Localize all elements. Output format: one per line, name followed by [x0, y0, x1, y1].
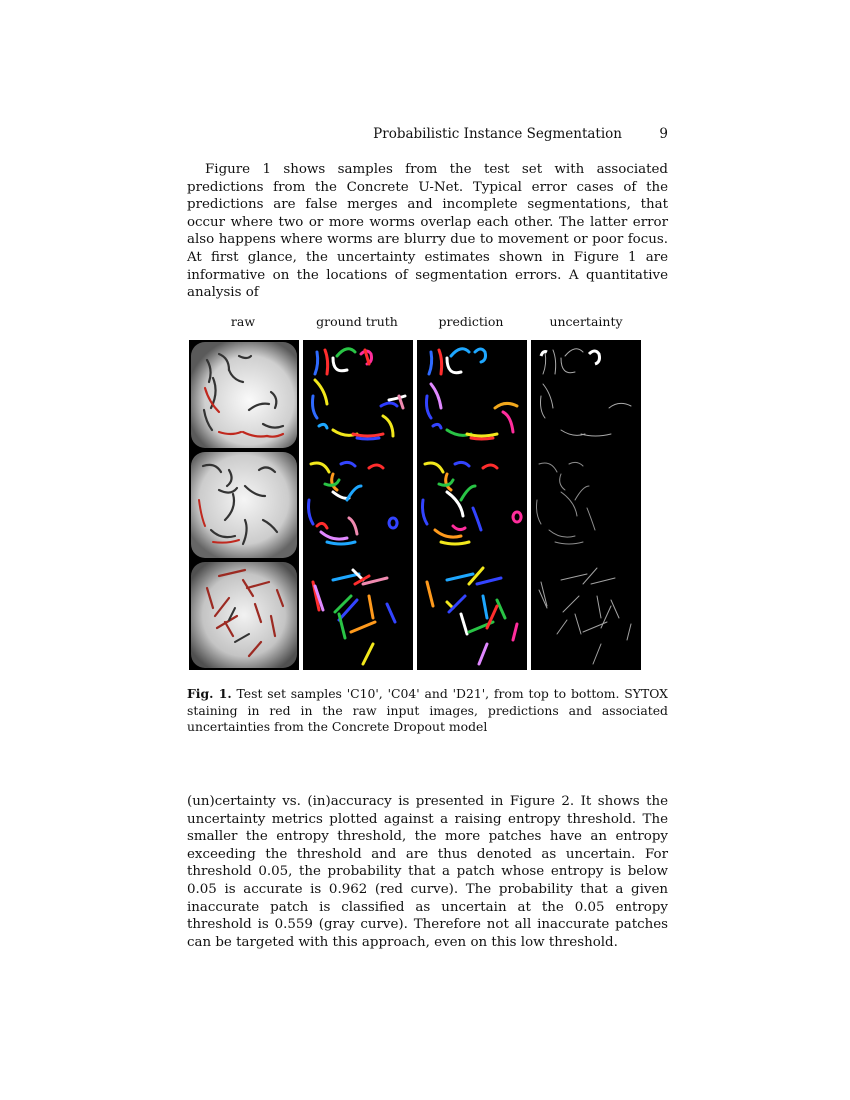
- column-header-raw: raw: [230, 314, 256, 329]
- figure-1: [187, 314, 645, 674]
- column-header-ground-truth: ground truth: [316, 314, 398, 329]
- raw-image-c10: [189, 340, 299, 450]
- raw-image-d21: [189, 560, 299, 670]
- page-number: 9: [659, 126, 668, 142]
- prediction-d21: [417, 560, 527, 670]
- running-head: [187, 126, 668, 146]
- uncertainty-c10: [531, 340, 641, 450]
- paragraph-2: (un)certainty vs. (in)accuracy is presented in Figure 2. It shows the uncertainty metrics plotted against a raising entropy threshold. The smaller the entropy threshold, the more patches have an entropy exceeding the threshold and are thus denoted as uncertain. For threshold 0.05, the probability that a patch whose entropy is below 0.05 is accurate is 0.962 (red curve). The probability that a given inaccurate patch is classified as uncertain at the 0.05 entropy threshold is 0.559 (gray curve). Therefore not all inaccurate patches can be targeted with this approach, even on this low threshold.: [187, 794, 668, 950]
- caption-label: Fig. 1.: [187, 686, 232, 701]
- column-header-prediction: prediction: [438, 314, 504, 329]
- caption-text: Test set samples 'C10', 'C04' and 'D21', from top to bottom. SYTOX staining in red in the raw input images, predictions and associated uncertainties from the Concrete Dropout model: [187, 686, 668, 734]
- uncertainty-d21: [531, 560, 641, 670]
- prediction-c10: [417, 340, 527, 450]
- running-title: Probabilistic Instance Segmentation: [373, 126, 622, 142]
- figure-caption: [187, 686, 668, 736]
- uncertainty-c04: [531, 450, 641, 560]
- ground-truth-c04: [303, 450, 413, 560]
- column-header-uncertainty: uncertainty: [549, 314, 623, 329]
- paragraph-1: Figure 1 shows samples from the test set with associated predictions from the Concrete U-Net. Typical error cases of the predictions are false merges and incomplete segmentations, that occur where two or more worms overlap each other. The latter error also happens where worms are blurry due to movement or poor focus. At first glance, the uncertainty estimates shown in Figure 1 are informative on the locations of segmentation errors. A quantitative analysis of: [187, 162, 668, 301]
- ground-truth-c10: [303, 340, 413, 450]
- raw-image-c04: [189, 450, 299, 560]
- ground-truth-d21: [303, 560, 413, 670]
- prediction-c04: [417, 450, 527, 560]
